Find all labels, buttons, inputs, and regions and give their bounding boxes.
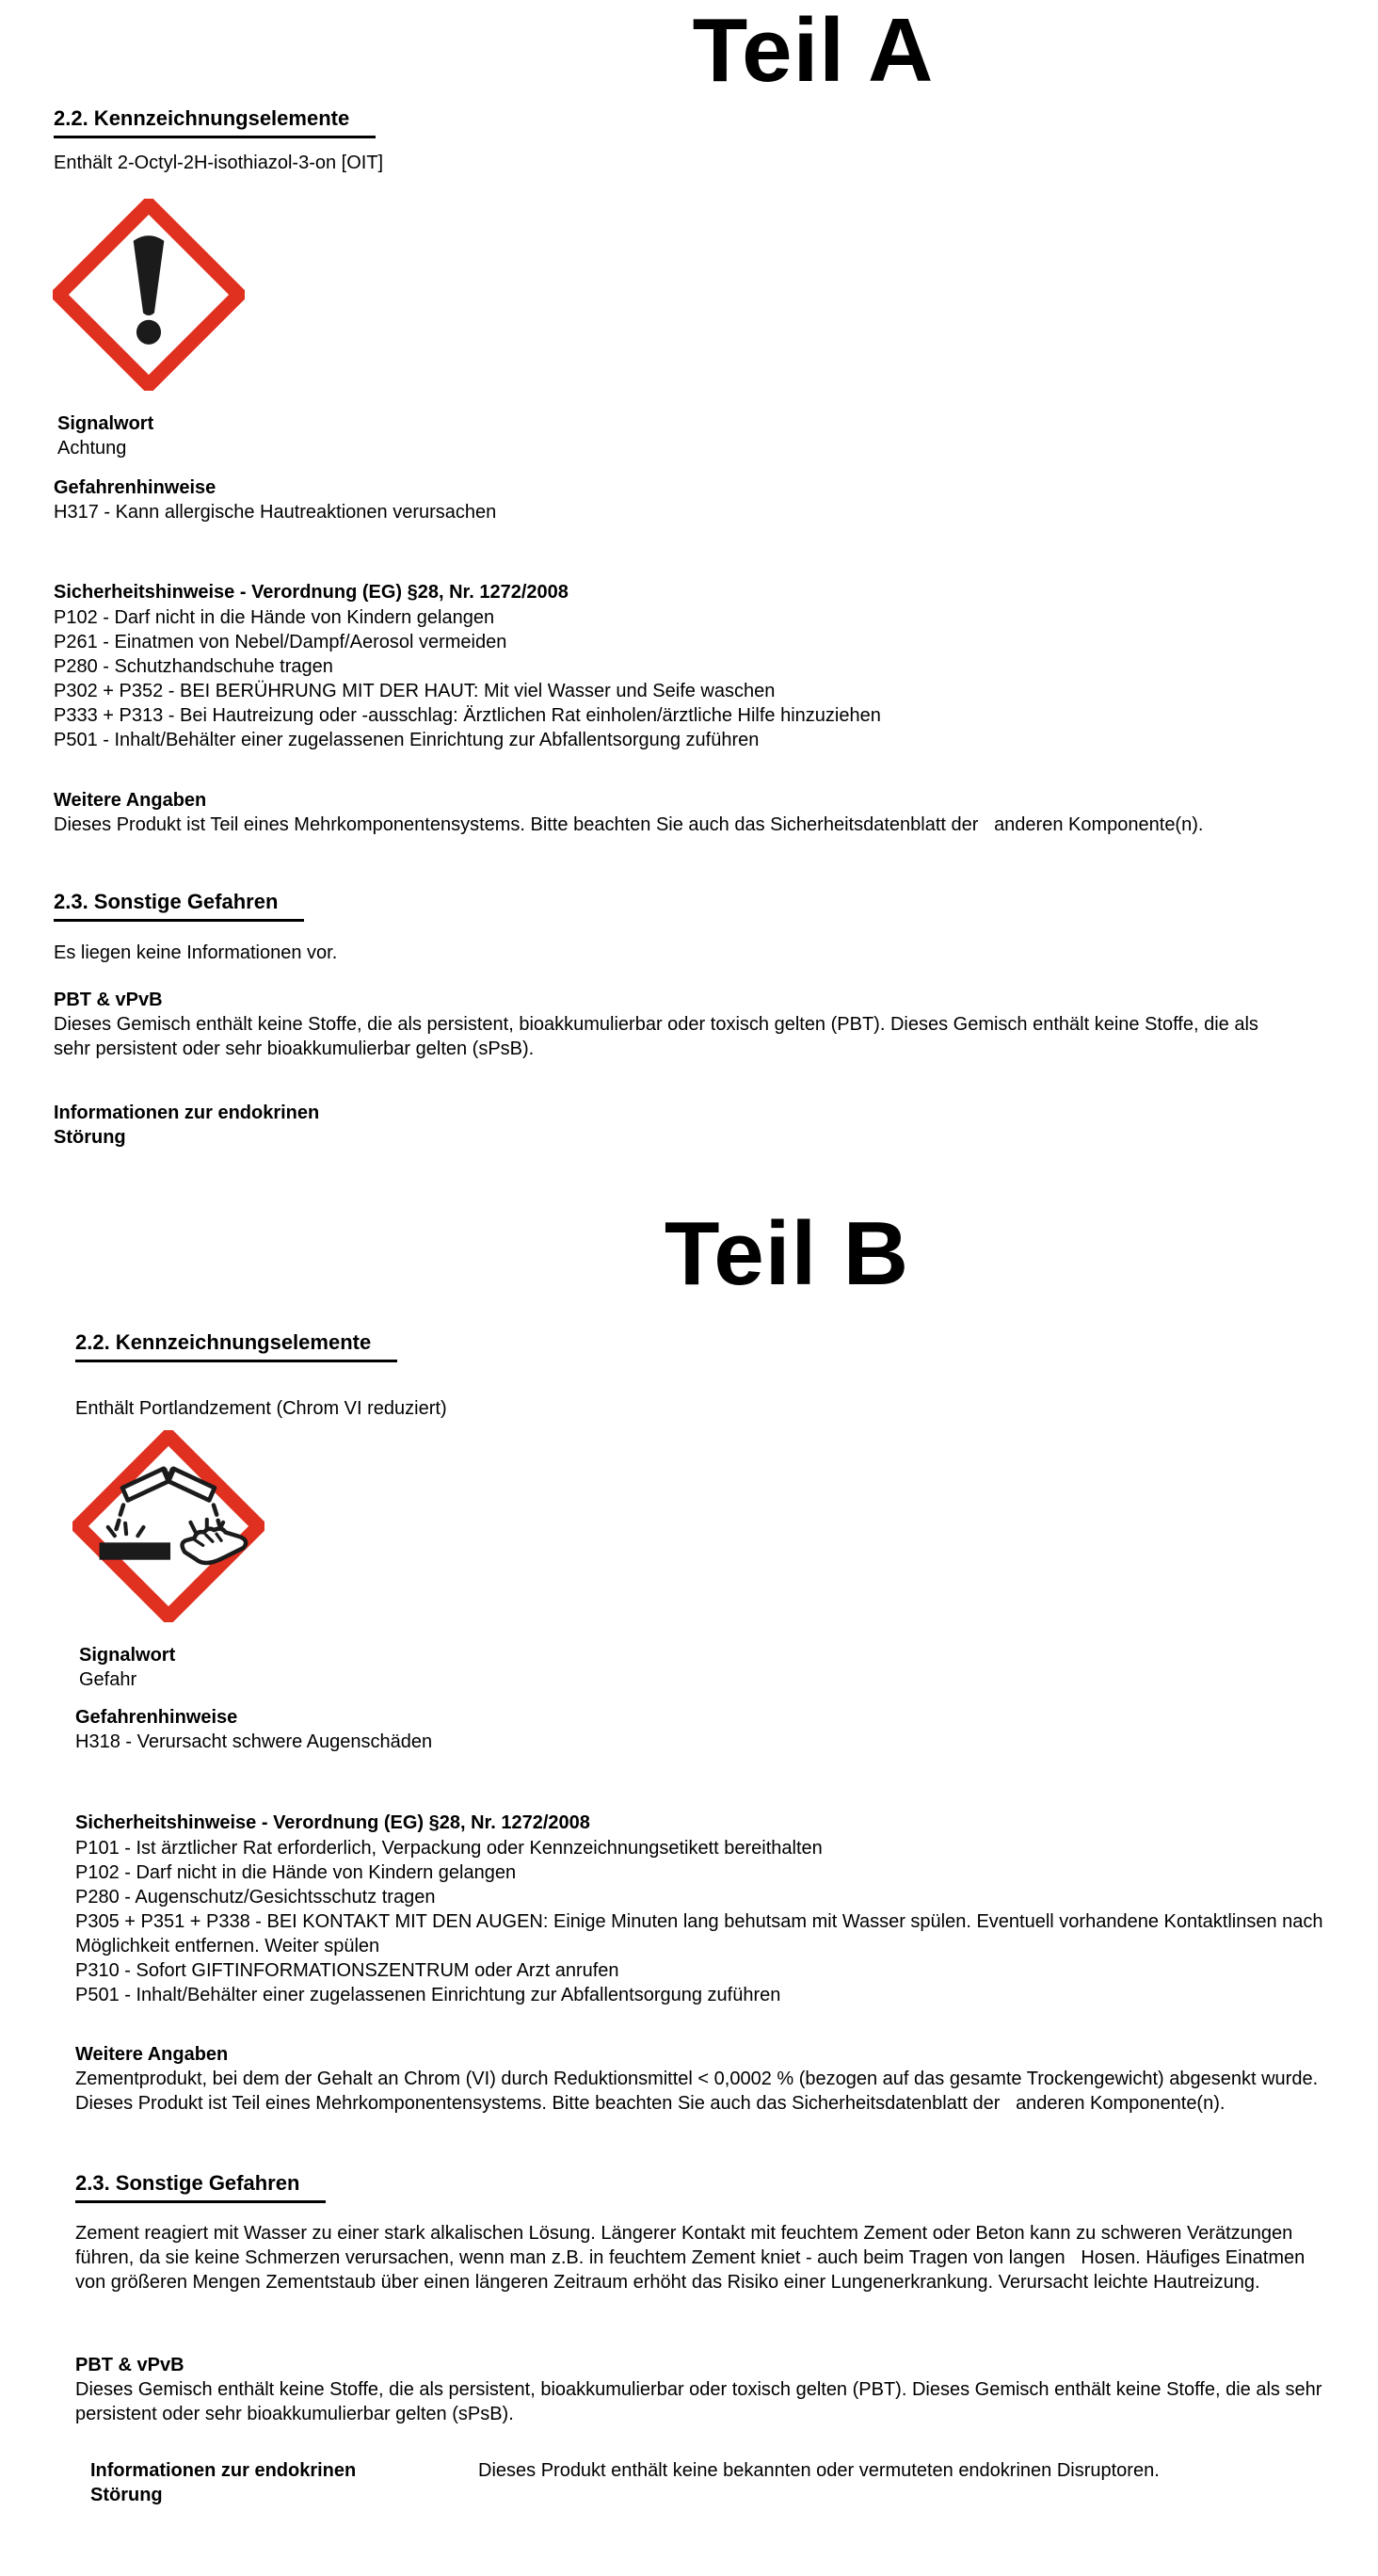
part-b-section-2-2-heading xyxy=(75,1329,397,1362)
part-b-section-2-3-heading-text: 2.3. Sonstige Gefahren xyxy=(75,2170,326,2203)
precaution-statement: P310 - Sofort GIFTINFORMATIONSZENTRUM oder Arzt anrufen xyxy=(75,1960,619,1981)
part-a-other-hazards-text: Es liegen keine Informationen vor. xyxy=(54,942,338,963)
part-b-hazard-statement: H318 - Verursacht schwere Augenschäden xyxy=(75,1731,433,1752)
precaution-statement: P501 - Inhalt/Behälter einer zugelassenen Einrichtung zur Abfallentsorgung zuführen xyxy=(54,730,760,750)
precaution-statement: P333 + P313 - Bei Hautreizung oder -ausschlag: Ärztlichen Rat einholen/ärztliche Hilfe hinzuziehen xyxy=(54,705,881,726)
part-a-section-2-2-heading xyxy=(54,105,376,138)
ghs05-corrosion-icon xyxy=(72,1430,264,1622)
part-b-endocrine-heading xyxy=(90,2458,478,2507)
part-a-precaution-list xyxy=(54,605,1315,752)
part-a-pbt-text: Dieses Gemisch enthält keine Stoffe, die als persistent, bioakkumulierbar oder toxisch gelten (PBT). Dieses Gemisch enthält keine Stoffe, die als sehr persistent oder sehr bioakkumulierbar gelten (sPsB). xyxy=(54,1014,1264,1059)
precaution-statement: P501 - Inhalt/Behälter einer zugelassenen Einrichtung zur Abfallentsorgung zuführen xyxy=(75,1985,781,2005)
part-b-precaution-list xyxy=(75,1836,1337,2007)
part-a-precaution-heading: Sicherheitshinweise - Verordnung (EG) §28, Nr. 1272/2008 xyxy=(54,582,569,603)
part-b-title: Teil B xyxy=(664,1203,910,1304)
precaution-statement: P102 - Darf nicht in die Hände von Kindern gelangen xyxy=(54,607,495,628)
part-b-endocrine-text: Dieses Produkt enthält keine bekannten oder vermuteten endokrinen Disruptoren. xyxy=(478,2460,1160,2481)
part-b-section-2-2-heading-text: 2.2. Kennzeichnungselemente xyxy=(75,1329,397,1362)
ghs07-exclamation-icon xyxy=(53,199,245,391)
part-a-signal-word-block xyxy=(57,411,153,460)
part-a-signal-word-label: Signalwort xyxy=(57,413,154,434)
part-b-section-2-3-heading xyxy=(75,2170,326,2203)
part-a-contains-statement: Enthält 2-Octyl-2H-isothiazol-3-on [OIT] xyxy=(54,153,384,173)
part-a-endocrine-heading: Informationen zur endokrinen Störung xyxy=(54,1103,320,1148)
part-b-endocrine-heading-text: Informationen zur endokrinen Störung xyxy=(90,2460,357,2505)
precaution-statement: P280 - Schutzhandschuhe tragen xyxy=(54,656,333,677)
part-b-hazard-heading: Gefahrenhinweise xyxy=(75,1707,238,1728)
part-a-further-info-text: Dieses Produkt ist Teil eines Mehrkomponentensystems. Bitte beachten Sie auch das Sicherheitsdatenblatt der anderen Komponente(n). xyxy=(54,814,1204,835)
part-b-further-info-heading: Weitere Angaben xyxy=(75,2044,229,2065)
part-a-section-2-2-heading-text: 2.2. Kennzeichnungselemente xyxy=(54,105,376,138)
precaution-statement: P102 - Darf nicht in die Hände von Kindern gelangen xyxy=(75,1862,517,1883)
part-b-precaution-heading: Sicherheitshinweise - Verordnung (EG) §28, Nr. 1272/2008 xyxy=(75,1812,590,1833)
part-a-pbt-heading: PBT & vPvB xyxy=(54,990,163,1010)
part-b-contains-statement: Enthält Portlandzement (Chrom VI reduziert) xyxy=(75,1398,447,1419)
part-a-hazard-statement: H317 - Kann allergische Hautreaktionen verursachen xyxy=(54,502,497,523)
part-b-signal-word-value: Gefahr xyxy=(79,1669,137,1690)
part-b-other-hazards-text: Zement reagiert mit Wasser zu einer stark alkalischen Lösung. Längerer Kontakt mit feuchtem Zement oder Beton kann zu schweren Verätzungen führen, da sie keine Schmerzen verursachen, wenn man z.B. in feuchtem Zement kniet - auch beim Tragen von langen Hosen. Häufiges Einatmen von größeren Mengen Zementstaub über einen längeren Zeitraum erhöht das Risiko einer Lungenerkrankung. Verursacht leichte Hautreizung. xyxy=(75,2223,1310,2293)
part-b-further-info-text: Zementprodukt, bei dem der Gehalt an Chrom (VI) durch Reduktionsmittel < 0,0002 % (bezogen auf das gesamte Trockengewicht) abgesenkt wurde. Dieses Produkt ist Teil eines Mehrkomponentensystems. Bitte beachten Sie auch das Sicherheitsdatenblatt der anderen Komponente(n). xyxy=(75,2069,1323,2114)
part-b-signal-word-label: Signalwort xyxy=(79,1645,176,1666)
part-a-hazard-heading: Gefahrenhinweise xyxy=(54,477,216,498)
precaution-statement: P101 - Ist ärztlicher Rat erforderlich, Verpackung oder Kennzeichnungsetikett bereithalten xyxy=(75,1838,823,1859)
part-a-section-2-3-heading xyxy=(54,889,304,922)
part-b-endocrine-row xyxy=(90,2458,1352,2507)
part-b-signal-word-block xyxy=(79,1643,175,1692)
precaution-statement: P305 + P351 + P338 - BEI KONTAKT MIT DEN AUGEN: Einige Minuten lang behutsam mit Wasser spülen. Eventuell vorhandene Kontaktlinsen nach Möglichkeit entfernen. Weiter spülen xyxy=(75,1911,1329,1956)
precaution-statement: P280 - Augenschutz/Gesichtsschutz tragen xyxy=(75,1887,436,1908)
part-a-further-info-heading: Weitere Angaben xyxy=(54,790,207,811)
part-b-pbt-heading: PBT & vPvB xyxy=(75,2355,184,2375)
precaution-statement: P261 - Einatmen von Nebel/Dampf/Aerosol vermeiden xyxy=(54,632,507,652)
precaution-statement: P302 + P352 - BEI BERÜHRUNG MIT DER HAUT: Mit viel Wasser und Seife waschen xyxy=(54,681,776,701)
part-b-pbt-text: Dieses Gemisch enthält keine Stoffe, die als persistent, bioakkumulierbar oder toxisch gelten (PBT). Dieses Gemisch enthält keine Stoffe, die als sehr persistent oder sehr bioakkumulierbar gelten (sPsB). xyxy=(75,2379,1327,2424)
part-a-signal-word-value: Achtung xyxy=(57,438,127,459)
part-a-section-2-3-heading-text: 2.3. Sonstige Gefahren xyxy=(54,889,304,922)
part-a-title: Teil A xyxy=(692,0,935,101)
